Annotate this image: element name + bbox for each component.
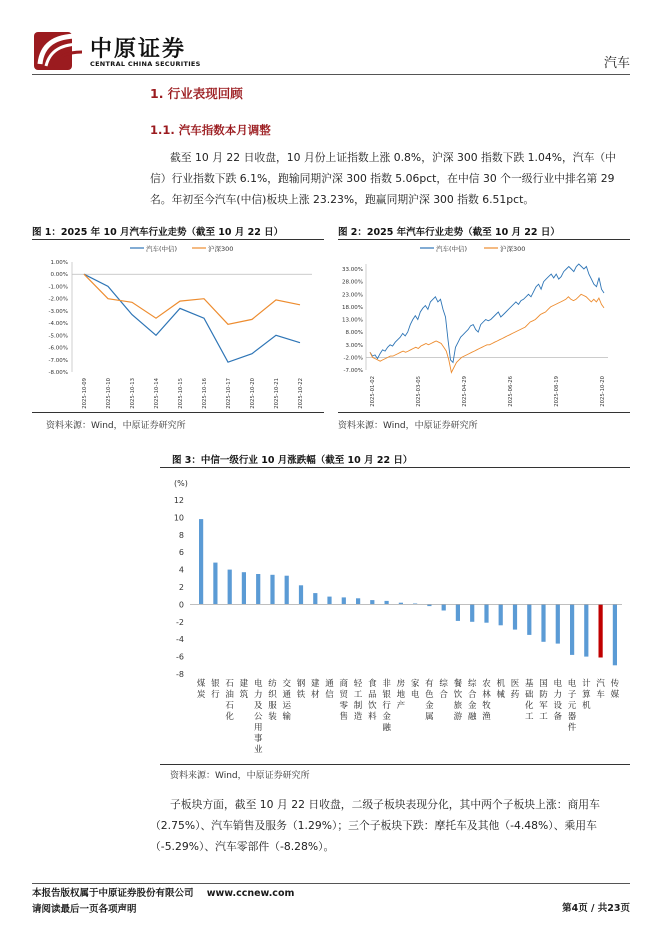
y-tick-label: 18.00%	[342, 304, 363, 311]
figure-1-source: 资料来源：Wind，中原证券研究所	[46, 421, 186, 431]
x-tick-label: 2025-01-02	[370, 376, 376, 407]
figure-1-line-chart	[32, 240, 324, 410]
category-label: 国防军工	[539, 679, 548, 722]
series-line-hs300	[370, 294, 604, 372]
x-tick-label: 2025-04-29	[462, 376, 468, 407]
x-tick-label: 2025-10-13	[130, 378, 136, 409]
bar	[242, 572, 246, 604]
y-tick-label: 10	[173, 513, 184, 523]
bar	[270, 575, 274, 605]
figure-2-source: 资料来源：Wind，中原证券研究所	[338, 421, 478, 431]
category-label: 有色金属	[425, 679, 434, 722]
series-line-auto	[370, 264, 604, 362]
category-label: 家电	[410, 679, 420, 700]
bar	[342, 597, 346, 604]
bar	[527, 604, 531, 635]
bar	[356, 598, 360, 604]
y-tick-label: 3.00%	[345, 342, 363, 349]
category-label: 医药	[510, 679, 520, 700]
bar	[470, 604, 474, 621]
y-tick-label: 8.00%	[345, 330, 363, 337]
x-tick-label: 2025-10-15	[178, 378, 184, 409]
category-label: 汽车	[596, 679, 605, 700]
subsection-heading: 1.1. 汽车指数本月调整	[150, 123, 271, 137]
bar	[570, 604, 574, 655]
category-label: 电力及公用事业	[253, 679, 263, 755]
y-tick-label: -6.00%	[48, 345, 68, 352]
footer-copyright: 本报告版权属于中原证券股份有限公司 www.ccnew.com	[32, 888, 295, 899]
category-label: 建材	[311, 679, 320, 700]
x-tick-label: 2025-10-20	[600, 376, 606, 407]
y-tick-label: 33.00%	[342, 267, 363, 274]
outro-line-2: （2.75%）、汽车销售及服务（1.29%）；三个子板块下跌：摩托车及其他（-4.48%）、乘用车	[150, 819, 597, 832]
bar	[299, 585, 303, 604]
bar	[285, 576, 289, 605]
bar	[442, 604, 446, 610]
bar	[199, 519, 203, 604]
bar	[228, 570, 232, 605]
company-logo	[32, 30, 242, 74]
legend-label-auto: 汽车(中信)	[146, 245, 178, 253]
section-heading: 1. 行业表现回顾	[150, 86, 243, 101]
outro-line-3: （-5.29%）、汽车零部件（-8.28%）。	[150, 840, 335, 853]
category-label: 电力设备	[553, 679, 563, 722]
x-tick-label: 2025-10-10	[106, 378, 112, 409]
y-tick-label: 4	[178, 565, 184, 575]
bar	[385, 601, 389, 605]
legend-label-hs300: 沪深300	[500, 245, 526, 253]
y-tick-label: 6	[178, 548, 184, 558]
sub-sector-paragraph	[150, 794, 632, 857]
bar	[213, 563, 217, 605]
bar	[556, 604, 560, 643]
outro-line-1: 子板块方面，截至 10 月 22 日收盘，二级子板块表现分化，其中两个子板块上涨：商用车	[170, 798, 600, 811]
y-tick-label: -8.00%	[48, 370, 68, 376]
bar	[541, 604, 545, 641]
y-tick-label: 1.00%	[50, 260, 68, 266]
category-label: 餐饮旅游	[453, 679, 463, 722]
category-label: 食品饮料	[368, 679, 377, 722]
footer-divider	[32, 883, 630, 884]
intro-line-3: 名。年初至今汽车(中信)板块上涨 23.23%，跑赢同期沪深 300 指数 6.51pct。	[150, 193, 535, 206]
bar	[456, 604, 460, 621]
bar	[499, 604, 503, 625]
y-tick-label: -5.00%	[48, 333, 68, 340]
x-tick-label: 2025-10-20	[250, 378, 256, 409]
footer-disclaimer: 请阅读最后一页各项声明	[32, 904, 137, 915]
category-label: 建筑	[239, 679, 249, 700]
y-tick-label: -6	[176, 652, 184, 662]
y-tick-label: -3.00%	[48, 308, 68, 315]
category-label: 纺织服装	[268, 679, 277, 722]
intro-line-1: 截至 10 月 22 日收盘，10 月份上证指数上涨 0.8%，沪深 300 指数下跌 1.04%，汽车（中	[170, 151, 616, 164]
figure-3-source: 资料来源：Wind，中原证券研究所	[170, 771, 310, 781]
intro-line-2: 信）行业指数下跌 6.1%，跑输同期沪深 300 指数 5.06pct，在中信 30 个一级行业中排名第 29	[150, 172, 615, 185]
bar	[256, 574, 260, 604]
category-label: 农林牧渔	[482, 679, 491, 722]
page-number: 第4页 / 共23页	[562, 903, 630, 914]
category-label: 计算机	[582, 679, 591, 711]
y-tick-label: -1.00%	[48, 284, 68, 291]
bar	[613, 604, 617, 665]
figure-1-title: 图 1：2025 年 10 月汽车行业走势（截至 10 月 22 日）	[32, 227, 284, 238]
category-label: 银行	[211, 679, 220, 700]
category-label: 煤炭	[196, 679, 206, 700]
y-tick-label: 12	[173, 496, 184, 505]
category-label: 综合	[439, 679, 448, 700]
category-label: 传媒	[610, 679, 620, 700]
x-tick-label: 2025-10-09	[82, 378, 88, 409]
figure-3-title: 图 3：中信一级行业 10 月涨跌幅（截至 10 月 22 日）	[172, 455, 413, 466]
y-tick-label: -4.00%	[48, 321, 68, 328]
category-label: 钢铁	[296, 679, 306, 700]
figure-1-bottom-rule	[32, 412, 324, 413]
brand-logo-icon	[32, 30, 84, 72]
bar	[584, 604, 588, 656]
y-tick-label: 0	[178, 600, 184, 610]
header-divider	[32, 74, 630, 75]
category-label: 商贸零售	[339, 679, 349, 722]
y-tick-label: -7.00%	[343, 368, 363, 374]
bar	[484, 604, 488, 622]
figure-2-bottom-rule	[338, 412, 630, 413]
category-label: 石油石化	[225, 679, 234, 722]
x-tick-label: 2025-10-16	[202, 378, 208, 409]
x-tick-label: 2025-10-14	[154, 378, 160, 409]
category-label: 非银行金融	[382, 679, 391, 733]
figure-3-bottom-rule	[160, 764, 630, 765]
brand-name-en: CENTRAL CHINA SECURITIES	[90, 60, 201, 68]
y-tick-label: -2.00%	[343, 355, 363, 362]
category-label: 机械	[496, 679, 505, 700]
series-line-hs300	[84, 274, 300, 324]
x-tick-label: 2025-08-19	[554, 376, 560, 407]
y-tick-label: 0.00%	[50, 272, 68, 279]
intro-paragraph	[150, 147, 632, 210]
brand-name-cn: 中原证券	[90, 36, 187, 62]
footer-website-link[interactable]: www.ccnew.com	[206, 888, 295, 899]
y-tick-label: -4	[176, 635, 184, 645]
category-label: 综合金融	[467, 679, 477, 722]
series-line-auto	[84, 274, 300, 362]
category-label: 通信	[325, 679, 334, 700]
y-axis-unit: (%)	[174, 479, 188, 488]
x-tick-label: 2025-03-05	[416, 376, 422, 407]
figure-3-bar-chart	[160, 470, 630, 762]
category-label: 轻工制造	[353, 679, 363, 722]
x-tick-label: 2025-10-22	[298, 378, 304, 409]
sector-label: 汽车	[603, 56, 630, 71]
category-label: 房地产	[396, 679, 406, 711]
bar	[327, 597, 331, 605]
figure-2-line-chart	[338, 240, 630, 410]
category-label: 基础化工	[525, 679, 534, 722]
y-tick-label: -7.00%	[48, 357, 68, 364]
category-label: 电子元器件	[567, 679, 577, 733]
category-label: 交通运输	[282, 679, 291, 722]
bar	[313, 593, 317, 604]
bar	[599, 604, 603, 657]
bar	[513, 604, 517, 629]
y-tick-label: 8	[178, 530, 184, 540]
figure-2-title: 图 2：2025 年汽车行业走势（截至 10 月 22 日）	[338, 227, 560, 238]
legend-label-hs300: 沪深300	[208, 245, 234, 253]
x-tick-label: 2025-10-17	[226, 378, 232, 409]
legend-label-auto: 汽车(中信)	[436, 245, 468, 253]
bar	[370, 600, 374, 604]
y-tick-label: 23.00%	[342, 292, 363, 299]
x-tick-label: 2025-10-21	[274, 378, 280, 409]
y-tick-label: -8	[176, 670, 184, 679]
y-tick-label: -2	[176, 617, 184, 627]
y-tick-label: -2.00%	[48, 296, 68, 303]
y-tick-label: 2	[178, 583, 184, 592]
y-tick-label: 28.00%	[342, 279, 363, 286]
y-tick-label: 13.00%	[342, 317, 363, 324]
figure-3-top-rule	[160, 467, 630, 468]
x-tick-label: 2025-06-26	[508, 376, 514, 407]
